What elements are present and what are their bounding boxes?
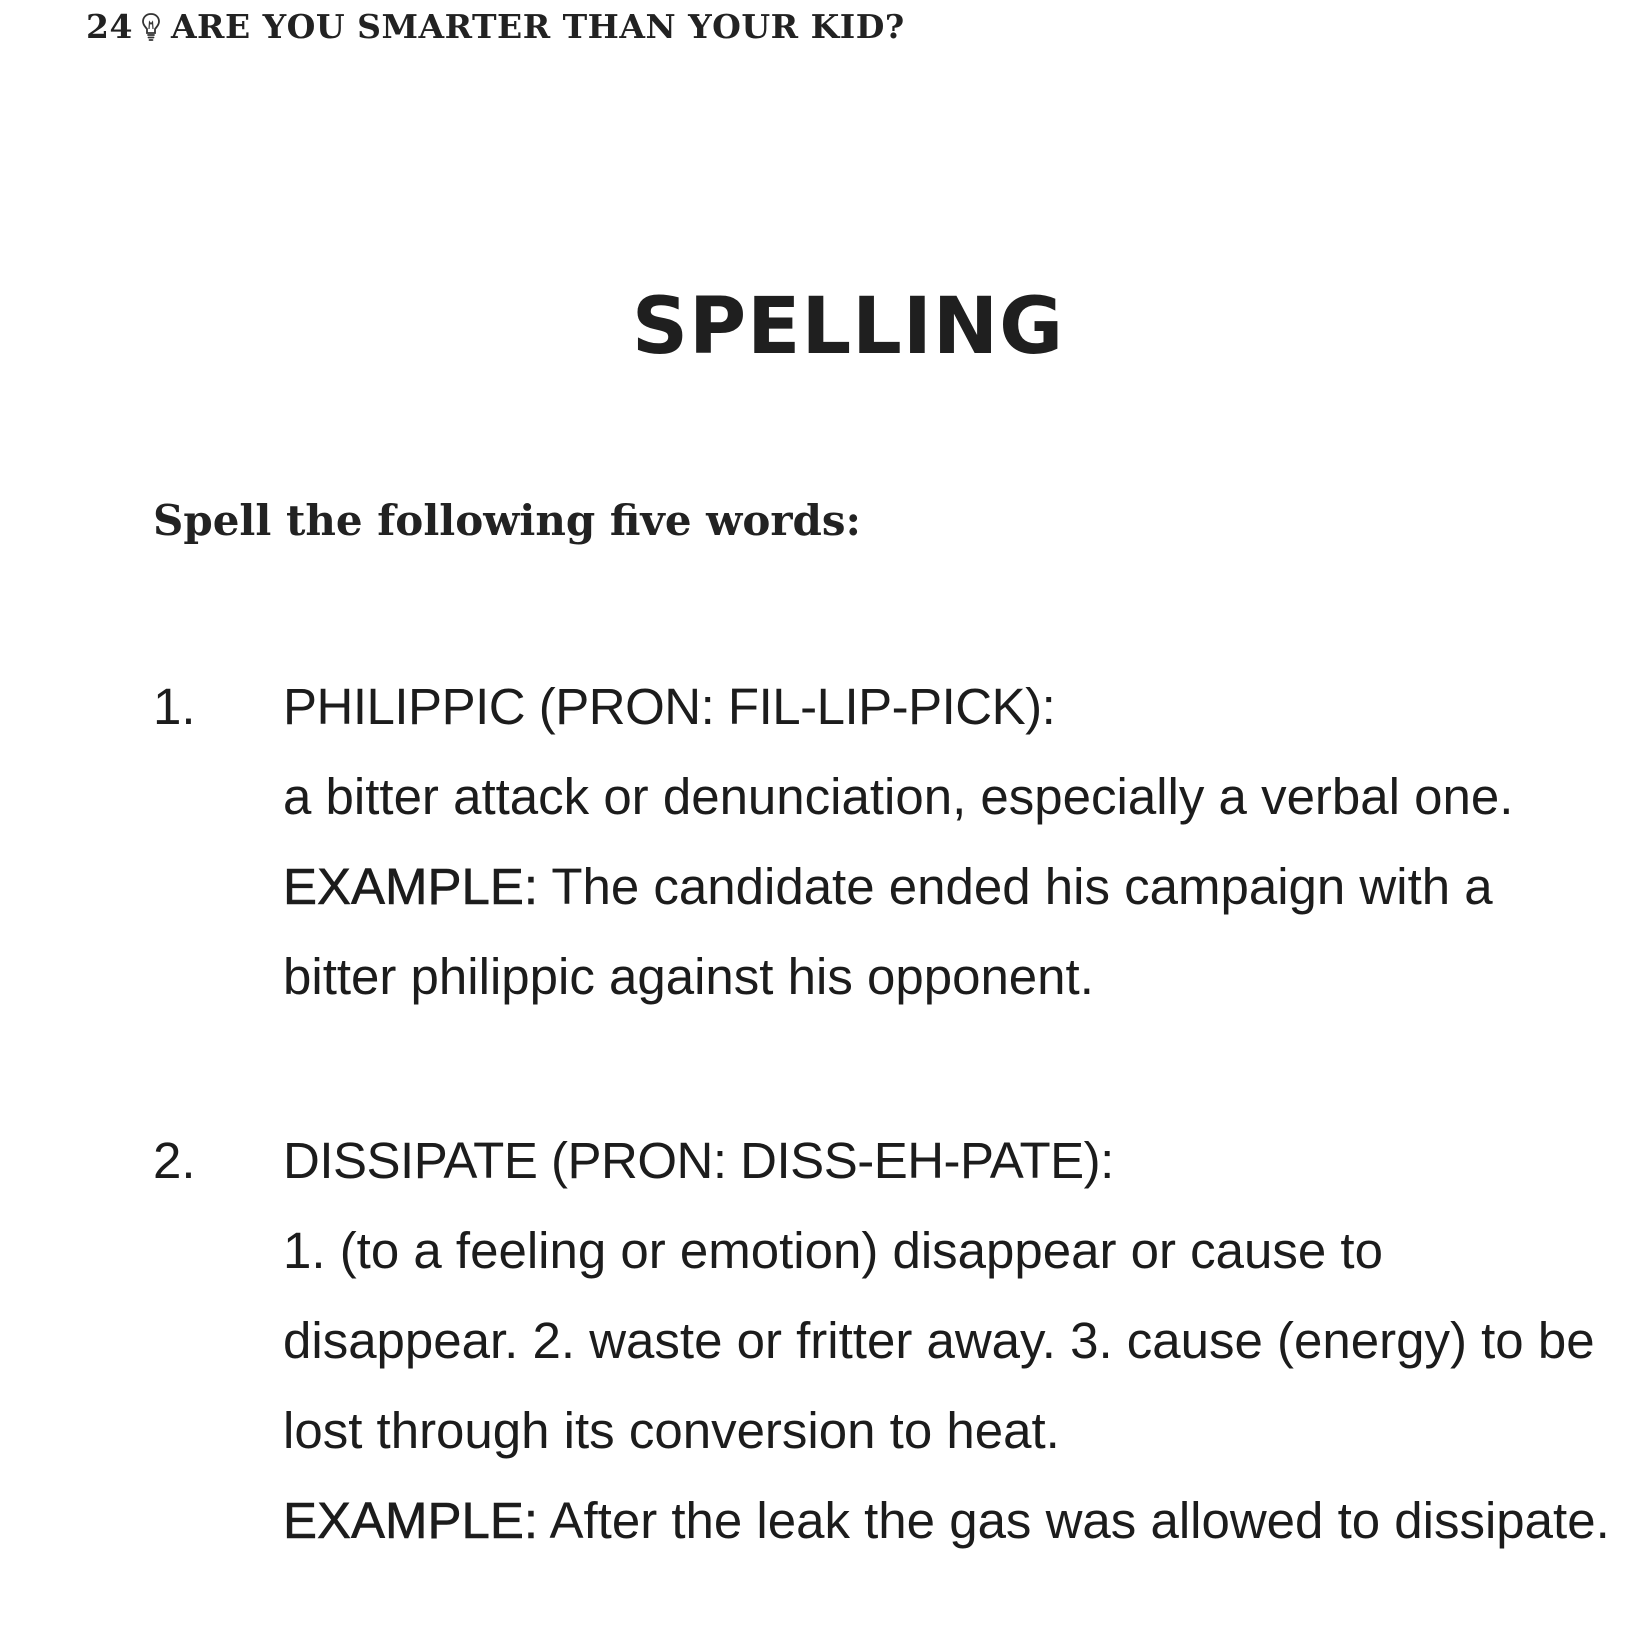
spelling-entry <box>153 662 1613 1022</box>
entry-example <box>283 842 1613 1022</box>
entry-number: 1. <box>153 678 196 735</box>
instruction-text: Spell the following five words: <box>153 496 861 545</box>
example-label: EXAMPLE: <box>283 1492 539 1549</box>
lightbulb-icon <box>141 11 161 41</box>
running-head <box>86 4 905 48</box>
entry-definition: 1. (to a feeling or emotion) disappear or cause to disappear. 2. waste or fritter away. 3. cause (energy) to be lost through its conversion to heat. <box>283 1222 1595 1459</box>
entry-number: 2. <box>153 1132 196 1189</box>
entry-body <box>283 662 1613 1022</box>
example-text: After the leak the gas was allowed to dissipate. <box>549 1492 1610 1549</box>
spelling-entry <box>153 1116 1613 1566</box>
entry-headword: PHILIPPIC (PRON: FIL-LIP-PICK): <box>283 678 1056 735</box>
entry-example <box>283 1476 1613 1566</box>
page-number: 24 <box>86 6 133 46</box>
section-title: SPELLING <box>631 282 1065 372</box>
entry-definition: a bitter attack or denunciation, especially a verbal one. <box>283 768 1514 825</box>
entry-headword: DISSIPATE (PRON: DISS-EH-PATE): <box>283 1132 1114 1189</box>
example-text: The candidate ended his campaign with a bitter philippic against his opponent. <box>283 858 1493 1005</box>
entry-body <box>283 1116 1613 1566</box>
example-label: EXAMPLE: <box>283 858 539 915</box>
book-title: ARE YOU SMARTER THAN YOUR KID? <box>170 6 905 46</box>
